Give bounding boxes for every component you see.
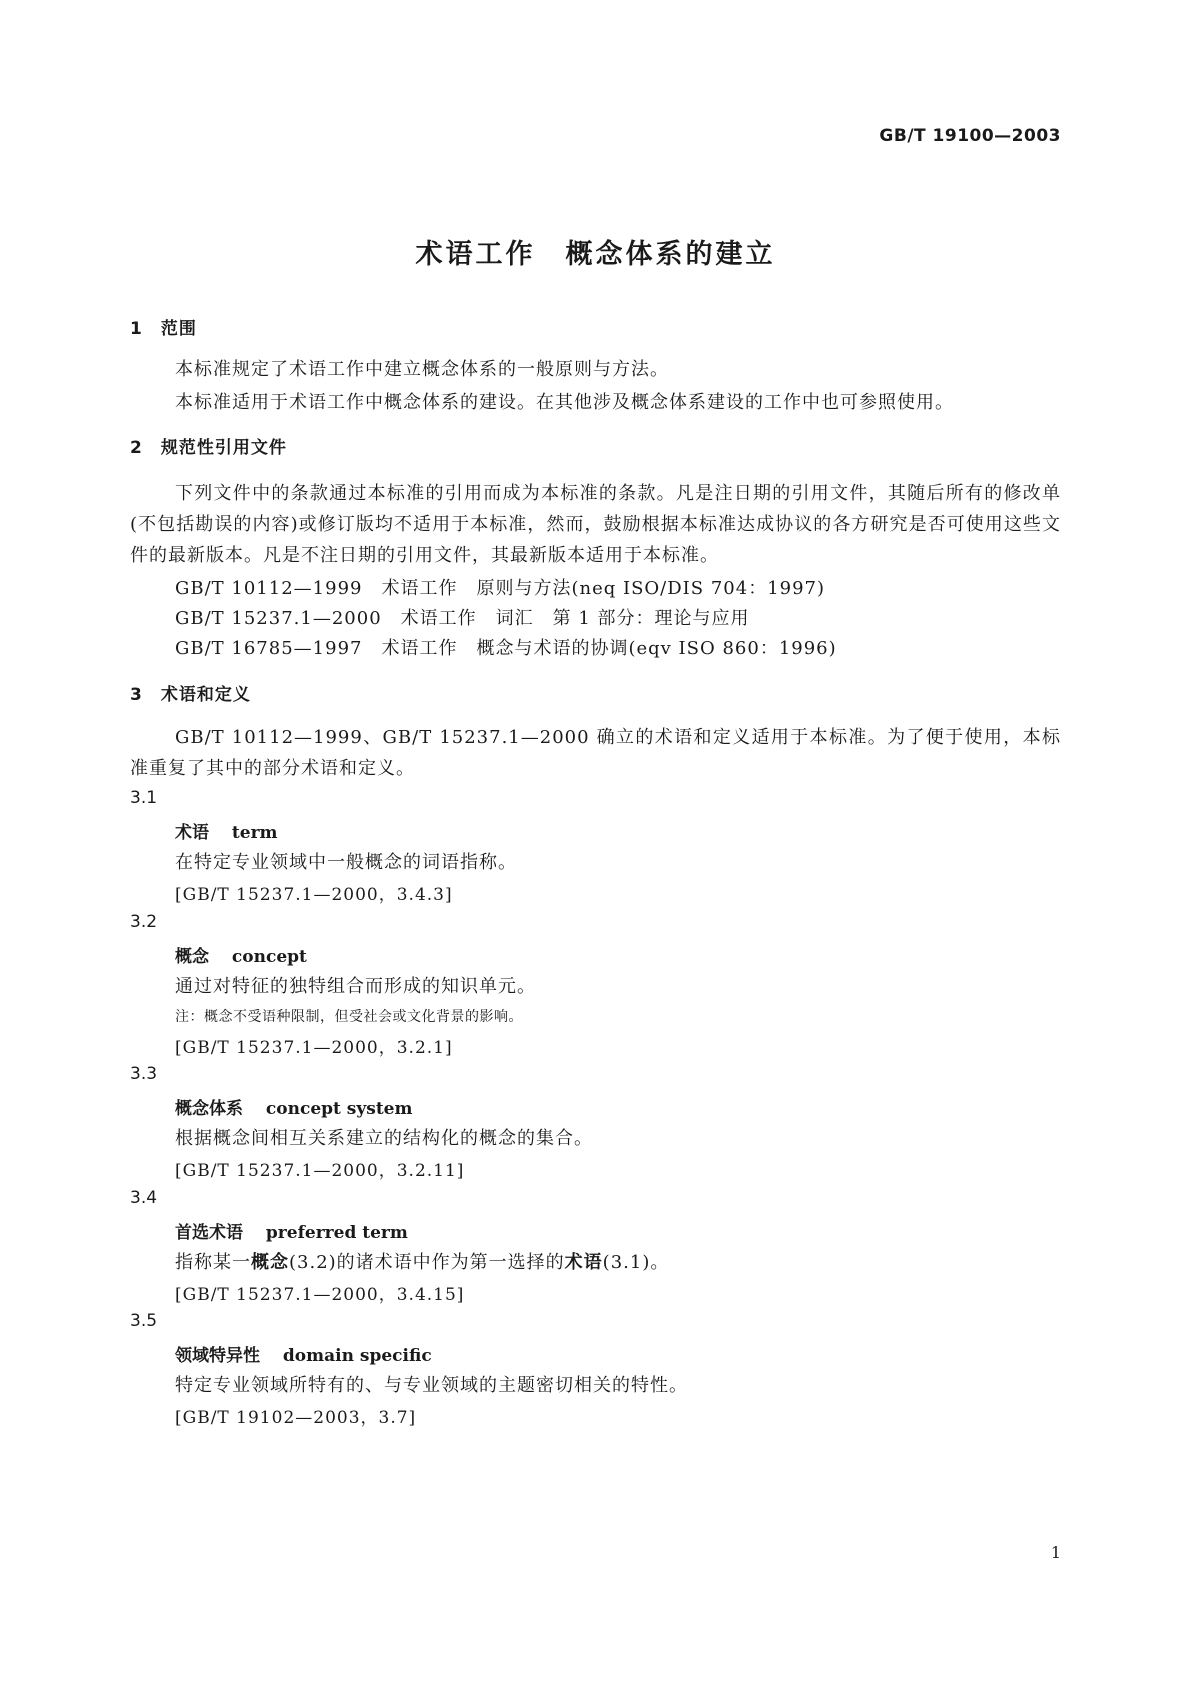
paragraph: 本标准适用于术语工作中概念体系的建设。在其他涉及概念体系建设的工作中也可参照使用。 [175, 392, 954, 413]
term-heading [175, 1341, 432, 1366]
cross-reference-term: 术语 [564, 1252, 603, 1273]
term-heading [175, 942, 307, 967]
definition: 特定专业领域所特有的、与专业领域的主题密切相关的特性。 [175, 1375, 688, 1396]
term-en: concept [231, 947, 307, 967]
source-reference: [GB/T 15237.1—2000，3.2.11] [175, 1161, 465, 1181]
definition-text: (3.1)。 [602, 1252, 670, 1273]
term-heading [175, 818, 278, 843]
paragraph: 本标准规定了术语工作中建立概念体系的一般原则与方法。 [175, 359, 669, 380]
paragraph: 下列文件中的条款通过本标准的引用而成为本标准的条款。凡是注日期的引用文件，其随后所有的修改单(不包括勘误的内容)或修订版均不适用于本标准，然而，鼓励根据本标准达成协议的各方研究是否可使用这些文件的最新版本。凡是不注日期的引用文件，其最新版本适用于本标准。 [130, 483, 1061, 566]
entry-number: 3.2 [130, 912, 158, 932]
term-en: concept system [265, 1099, 413, 1119]
source-reference: [GB/T 15237.1—2000，3.4.3] [175, 885, 453, 905]
entry-number: 3.5 [130, 1311, 158, 1331]
section-heading-terms-definitions: 3 术语和定义 [130, 685, 251, 705]
term-heading [175, 1094, 412, 1119]
term-zh: 概念体系 [175, 1099, 243, 1119]
reference-item: GB/T 15237.1—2000 术语工作 词汇 第 1 部分：理论与应用 [175, 608, 750, 629]
section-heading-scope: 1 范围 [130, 319, 197, 339]
reference-item: GB/T 16785—1997 术语工作 概念与术语的协调(eqv ISO 860：1996) [175, 638, 837, 659]
term-en: preferred term [265, 1223, 408, 1243]
note: 注：概念不受语种限制，但受社会或文化背景的影响。 [175, 1009, 523, 1025]
term-zh: 术语 [175, 823, 209, 843]
definition: 在特定专业领域中一般概念的词语指称。 [175, 852, 517, 873]
cross-reference-term: 概念 [251, 1252, 289, 1273]
entry-number: 3.1 [130, 788, 158, 808]
term-heading [175, 1218, 408, 1243]
definition-text: 指称某一 [175, 1252, 251, 1273]
section-heading-normative-references: 2 规范性引用文件 [130, 438, 287, 458]
term-zh: 概念 [175, 947, 209, 967]
source-reference: [GB/T 19102—2003，3.7] [175, 1408, 417, 1428]
source-reference: [GB/T 15237.1—2000，3.4.15] [175, 1285, 465, 1305]
definition [175, 1248, 669, 1274]
paragraph: GB/T 10112—1999、GB/T 15237.1—2000 确立的术语和定义适用于本标准。为了便于使用，本标准重复了其中的部分术语和定义。 [130, 727, 1061, 779]
source-reference: [GB/T 15237.1—2000，3.2.1] [175, 1038, 453, 1058]
page-number: 1 [1050, 1543, 1061, 1562]
term-en: term [231, 823, 278, 843]
entry-number: 3.4 [130, 1188, 158, 1208]
entry-number: 3.3 [130, 1064, 158, 1084]
reference-item: GB/T 10112—1999 术语工作 原则与方法(neq ISO/DIS 704：1997) [175, 578, 826, 599]
document-title: 术语工作 概念体系的建立 [415, 239, 776, 270]
term-zh: 领域特异性 [175, 1346, 260, 1366]
definition-text: (3.2)的诸术语中作为第一选择的 [289, 1252, 565, 1273]
term-zh: 首选术语 [175, 1223, 243, 1243]
definition: 通过对特征的独特组合而形成的知识单元。 [175, 976, 536, 997]
definition: 根据概念间相互关系建立的结构化的概念的集合。 [175, 1128, 593, 1149]
standard-code: GB/T 19100—2003 [879, 126, 1061, 146]
term-en: domain specific [282, 1346, 432, 1366]
